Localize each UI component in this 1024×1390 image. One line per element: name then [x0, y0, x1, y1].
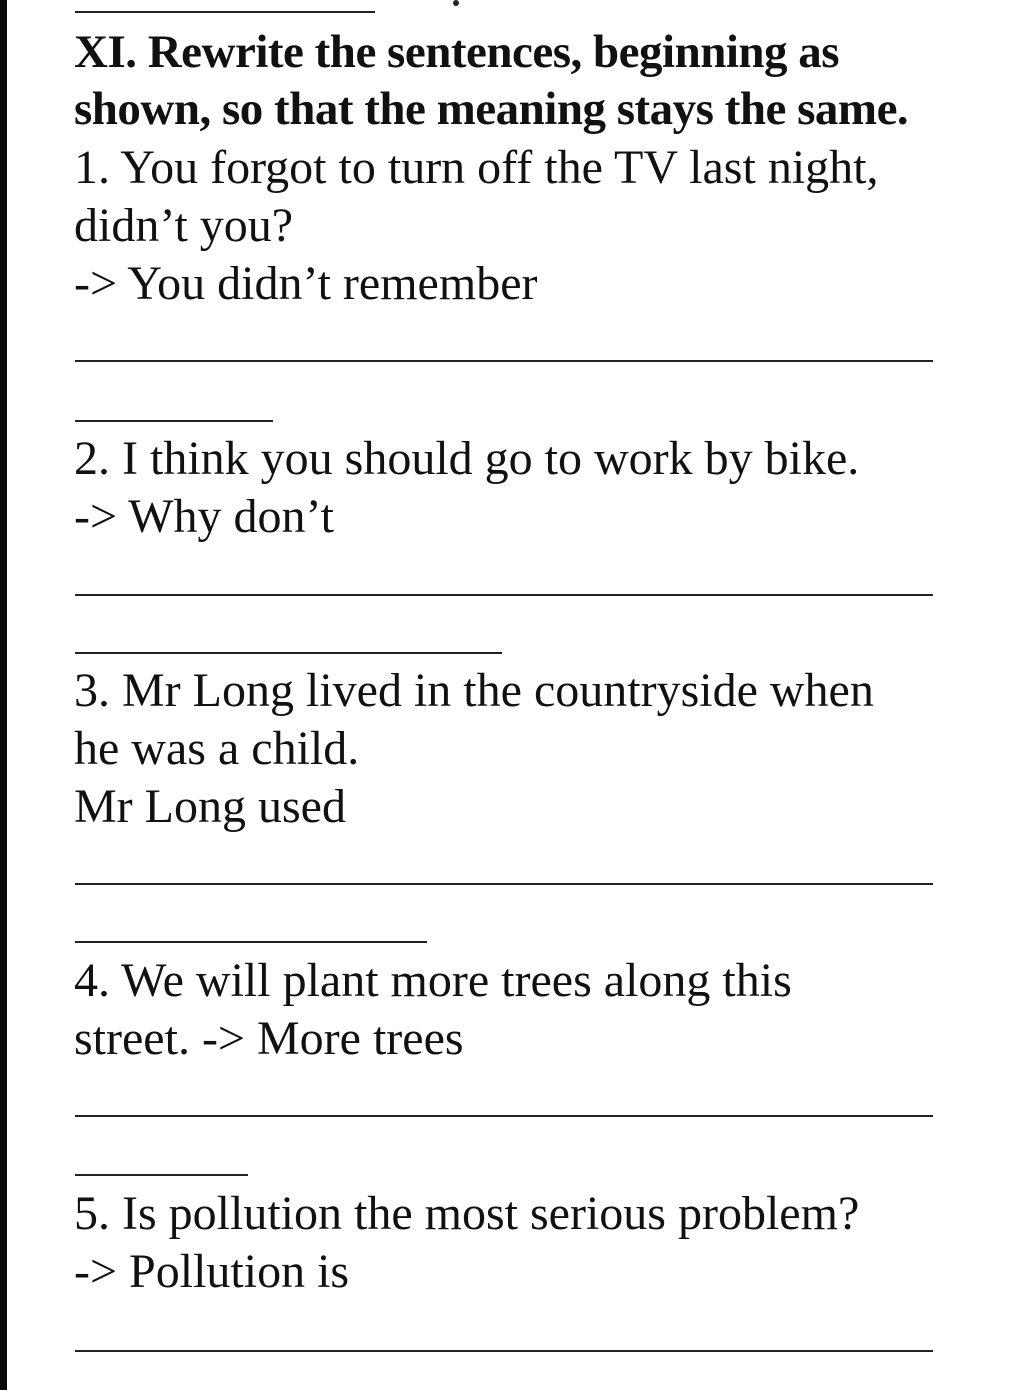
question-4-line-1: 4. We will plant more trees along this	[74, 954, 792, 1007]
answer-blank-4b[interactable]	[75, 1174, 248, 1176]
question-3-prompt: Mr Long used	[74, 780, 346, 833]
answer-blank-1a[interactable]	[75, 360, 933, 362]
heading-line: shown, so that the meaning stays the same.	[74, 83, 909, 135]
left-border	[0, 0, 7, 1390]
answer-blank-3b[interactable]	[75, 941, 427, 943]
question-2-line-1: 2. I think you should go to work by bike.	[74, 432, 860, 485]
question-1-line-2: didn’t you?	[74, 199, 294, 252]
answer-blank	[75, 11, 375, 13]
section-heading	[74, 24, 974, 138]
question-5-prompt: -> Pollution is	[74, 1245, 350, 1298]
question-3-line-1: 3. Mr Long lived in the countryside when	[74, 664, 874, 717]
question-4-prompt: street. -> More trees	[74, 1012, 464, 1065]
heading-line: XI. Rewrite the sentences, beginning as	[74, 26, 840, 78]
question-3-line-2: he was a child.	[74, 722, 360, 775]
previous-answer-line	[75, 0, 375, 14]
answer-blank-4a[interactable]	[75, 1115, 933, 1117]
answer-blank-2b[interactable]	[75, 652, 502, 654]
answer-blank-1b[interactable]	[75, 420, 273, 422]
question-5-line-1: 5. Is pollution the most serious problem?	[74, 1187, 860, 1240]
answer-blank-5a[interactable]	[75, 1350, 933, 1352]
question-1-line-1: 1. You forgot to turn off the TV last night,	[74, 141, 879, 194]
answer-blank-3a[interactable]	[75, 883, 933, 885]
question-1-prompt: -> You didn’t remember	[74, 257, 538, 310]
answer-blank-2a[interactable]	[75, 594, 933, 596]
period-mark	[453, 0, 459, 6]
question-2-prompt: -> Why don’t	[74, 490, 334, 543]
